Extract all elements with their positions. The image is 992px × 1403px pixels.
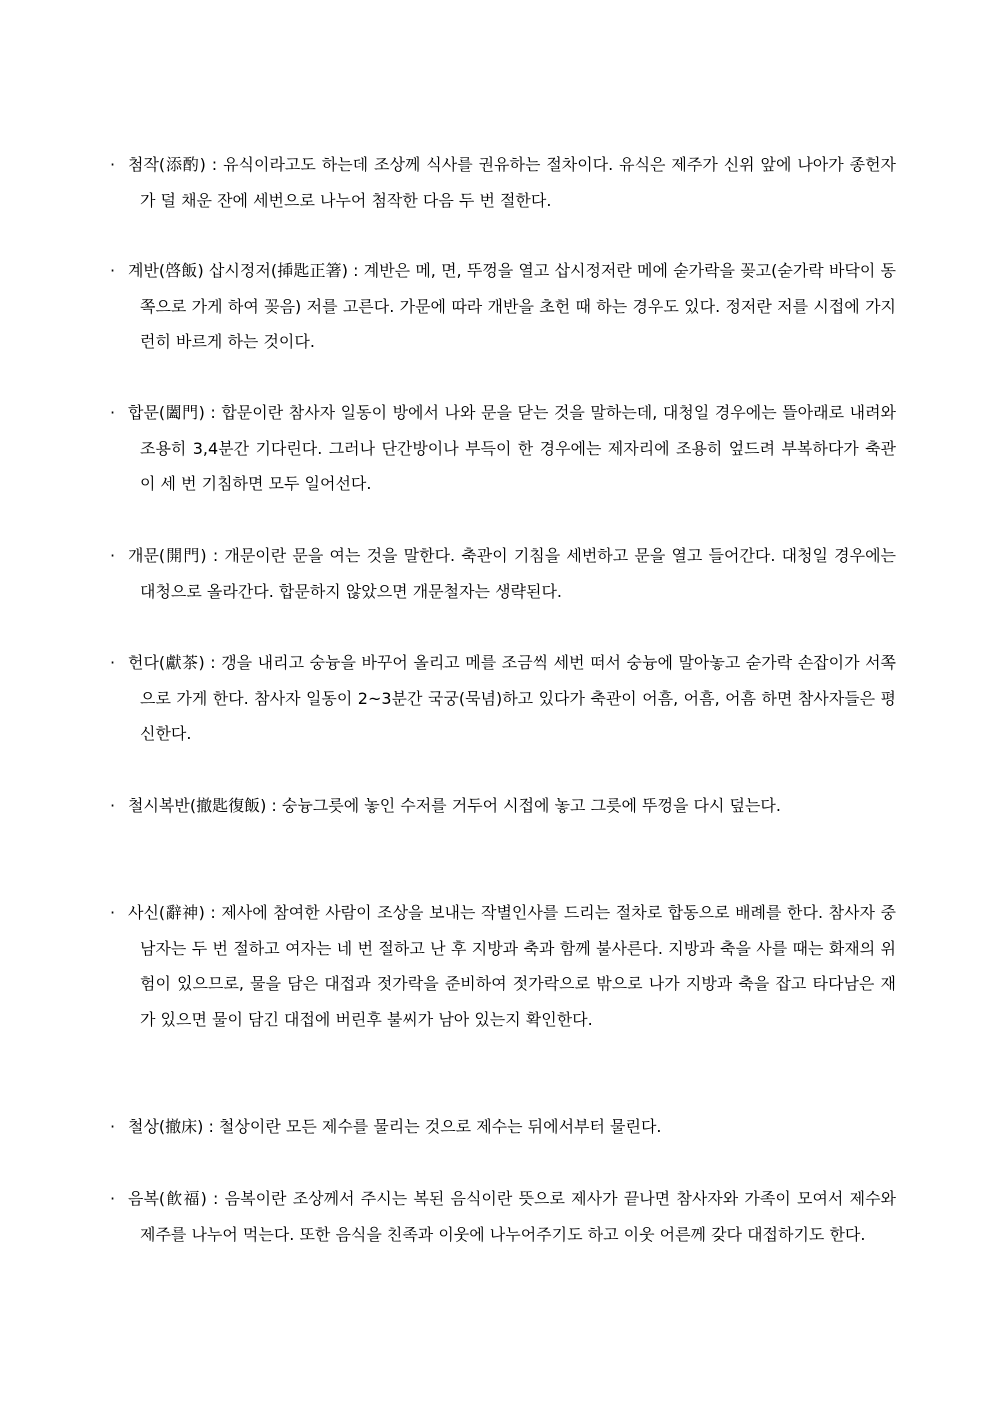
list-item-text: 철시복반(撤匙復飯) : 숭늉그릇에 놓인 수저를 거두어 시접에 놓고 그릇에 뚜껑을 다시 덮는다. [128,796,781,815]
list-item-text: 철상(撤床) : 철상이란 모든 제수를 물리는 것으로 제수는 뒤에서부터 물린다. [128,1117,662,1136]
bullet: · [110,261,116,280]
bullet: · [110,796,116,815]
list-item-text: 사신(辭神) : 제사에 참여한 사람이 조상을 보내는 작별인사를 드리는 절차로 합동으로 배례를 한다. 참사자 중 남자는 두 번 절하고 여자는 네 번 절하고 난 후 지방과 축과 함께 불사른다. 지방과 축을 사를 때는 화재의 위험이 있으므로, 물을 담은 대접과 젓가락을 준비하여 젓가락으로 밖으로 나가 지방과 축을 잡고 타다남은 재가 있으면 물이 담긴 대접에 버린후 불씨가 남아 있는지 확인한다. [128,903,896,1029]
bullet: · [110,546,116,565]
bullet: · [110,155,116,174]
list-item-text: 계반(啓飯) 삽시정저(揷匙正箸) : 계반은 메, 면, 뚜껑을 열고 삽시정저란 메에 숟가락을 꽂고(숟가락 바닥이 동쪽으로 가게 하여 꽂음) 저를 고른다. 가문에 따라 개반을 초헌 때 하는 경우도 있다. 정저란 저를 시접에 가지런히 바르게 하는 것이다. [128,261,896,351]
list-item-gyeban [110,253,896,360]
list-item-text: 헌다(獻茶) : 갱을 내리고 숭늉을 바꾸어 올리고 메를 조금씩 세번 떠서 숭늉에 말아놓고 숟가락 손잡이가 서쪽으로 가게 한다. 참사자 일동이 2~3분간 국궁(묵념)하고 있다가 축관이 어흠, 어흠, 어흠 하면 참사자들은 평신한다. [128,653,896,743]
list-item-text: 음복(飮福) : 음복이란 조상께서 주시는 복된 음식이란 뜻으로 제사가 끝나면 참사자와 가족이 모여서 제수와 제주를 나누어 먹는다. 또한 음식을 친족과 이웃에 나누어주기도 하고 이웃 어른께 갖다 대접하기도 한다. [128,1189,896,1244]
list-item-cheolsi-bokban [110,788,896,824]
list-item-eumbok [110,1181,896,1252]
bullet: · [110,1189,116,1208]
bullet: · [110,653,116,672]
bullet: · [110,903,116,922]
list-item-text: 합문(闔門) : 합문이란 참사자 일동이 방에서 나와 문을 닫는 것을 말하는데, 대청일 경우에는 뜰아래로 내려와 조용히 3,4분간 기다린다. 그러나 단간방이나 부득이 한 경우에는 제자리에 조용히 엎드려 부복하다가 축관이 세 번 기침하면 모두 일어선다. [128,403,896,493]
list-item-cheomjak [110,147,896,218]
list-item-heonda [110,645,896,752]
bullet: · [110,403,116,422]
list-item-sasin [110,895,896,1037]
bullet: · [110,1117,116,1136]
list-item-gaemun [110,538,896,609]
list-item-text: 개문(開門) : 개문이란 문을 여는 것을 말한다. 축관이 기침을 세번하고 문을 열고 들어간다. 대청일 경우에는 대청으로 올라간다. 합문하지 않았으면 개문철자는 생략된다. [128,546,896,601]
list-item-text: 첨작(添酌) : 유식이라고도 하는데 조상께 식사를 권유하는 절차이다. 유식은 제주가 신위 앞에 나아가 종헌자가 덜 채운 잔에 세번으로 나누어 첨작한 다음 두 번 절한다. [128,155,896,210]
list-item-cheolsang [110,1109,896,1145]
list-item-hapmun [110,395,896,502]
